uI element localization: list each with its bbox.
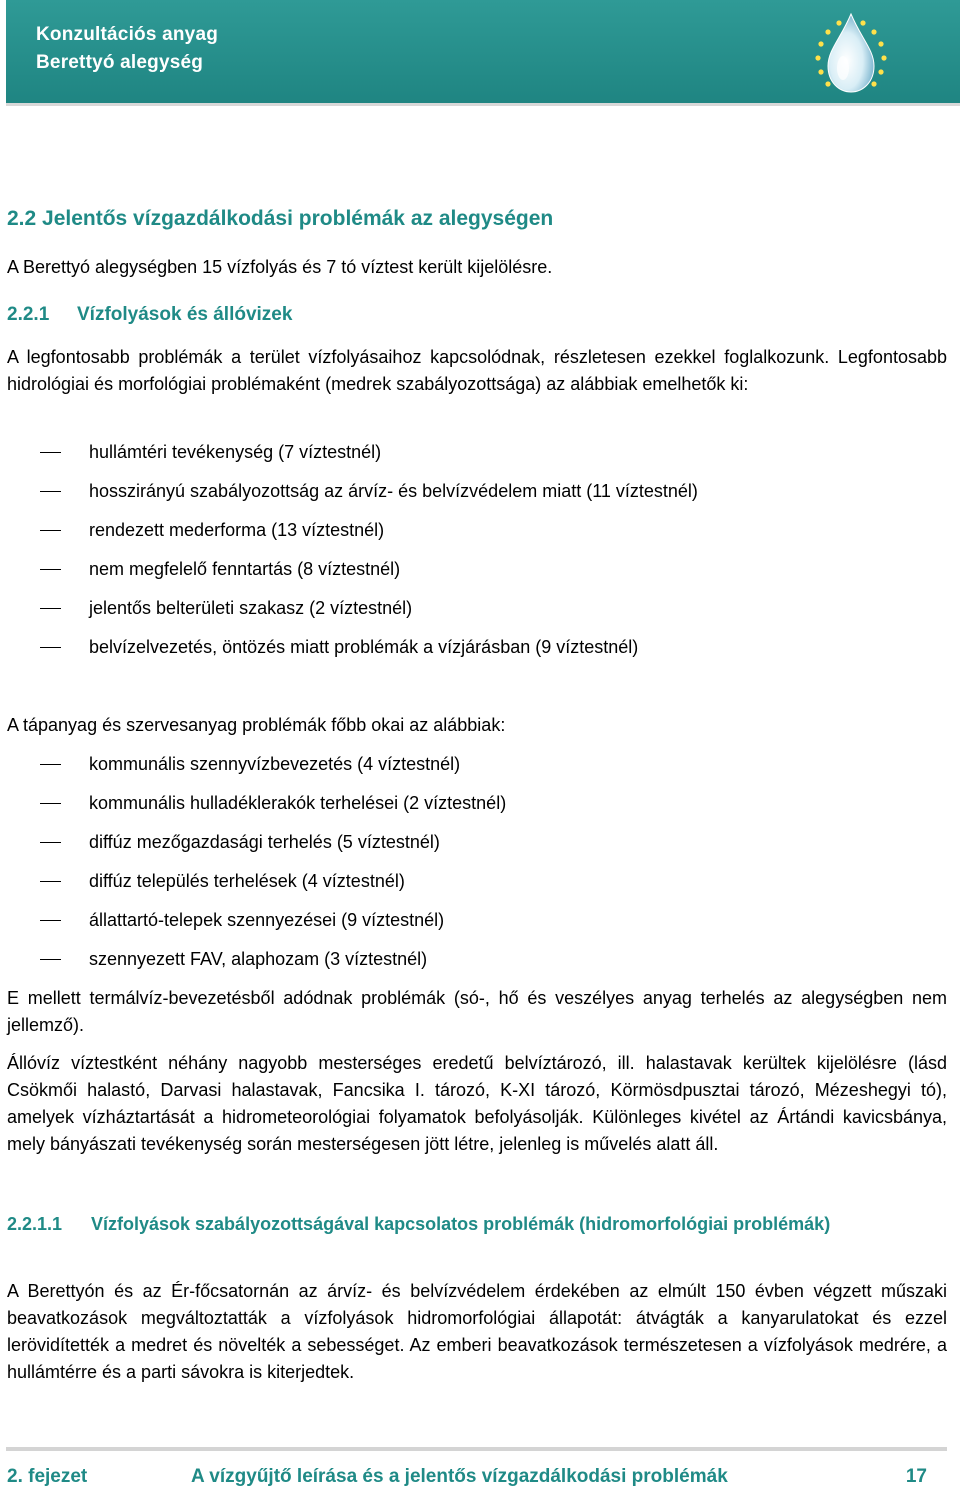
paragraph-1: A legfontosabb problémák a terület vízfolyásaihoz kapcsolódnak, részletesen ezekkel foglalkozunk. Legfontosabb hidrológiai és morfológiai problémaként (medrek szabályozottsága) az alábbiak emelhetők ki: bbox=[7, 347, 947, 394]
footer-title: A vízgyűjtő leírása és a jelentős vízgazdálkodási problémák bbox=[191, 1466, 728, 1487]
dash-bullet-icon bbox=[40, 881, 61, 882]
subsubsection-number: 2.2.1.1 bbox=[7, 1214, 63, 1234]
paragraph-5: A Berettyón és az Ér-főcsatornán az árvíz- és belvízvédelem érdekében az elmúlt 150 évben végzett műszaki beavatkozások megváltoztatták a vízfolyások hidromorfológiai állapotát: átvágták a kanyarulatokat és ezzel lerövidítették a medret és növelték a sebességet. Az emberi beavatkozások természetesen a vízfolyások medrére, a hullámtérre és a parti sávokra is kiterjedtek. bbox=[7, 1281, 947, 1382]
header-subtitle: Berettyó alegység bbox=[36, 52, 204, 73]
dash-bullet-icon bbox=[40, 569, 61, 570]
dash-bullet-icon bbox=[40, 959, 61, 960]
footer-rule bbox=[6, 1447, 947, 1451]
paragraph-3: E mellett termálvíz-bevezetésből adódnak problémák (só-, hő és veszélyes anyag terhelés az alegységben nem jellemző). bbox=[7, 988, 947, 1035]
page-number: 17 bbox=[905, 1466, 927, 1487]
dash-bullet-icon bbox=[40, 647, 61, 648]
dash-bullet-icon bbox=[40, 842, 61, 843]
dash-bullet-icon bbox=[40, 491, 61, 492]
subsubsection-title: Vízfolyások szabályozottságával kapcsolatos problémák (hidromorfológiai problémák) bbox=[91, 1214, 831, 1234]
dash-bullet-icon bbox=[40, 452, 61, 453]
subsubsection-heading bbox=[7, 1211, 947, 1238]
subsection-title: Vízfolyások és állóvizek bbox=[77, 304, 293, 325]
dash-bullet-icon bbox=[40, 920, 61, 921]
dash-bullet-icon bbox=[40, 530, 61, 531]
section-heading: 2.2 Jelentős vízgazdálkodási problémák az alegységen bbox=[7, 207, 554, 230]
dash-bullet-icon bbox=[40, 803, 61, 804]
header-title: Konzultációs anyag bbox=[36, 24, 219, 45]
dash-bullet-icon bbox=[40, 764, 61, 765]
subsection-heading bbox=[7, 304, 292, 326]
paragraph-2: A tápanyag és szervesanyag problémák főbb okai az alábbiak: bbox=[7, 715, 506, 735]
header-shadow bbox=[6, 103, 960, 106]
footer-chapter: 2. fejezet bbox=[7, 1466, 88, 1487]
subsection-number: 2.2.1 bbox=[7, 304, 50, 325]
paragraph-4: Állóvíz víztestként néhány nagyobb mesterséges eredetű belvíztározó, ill. halastavak kerültek kijelölésre (lásd Csökmői halastó, Darvasi halastavak, Fancsika I. tározó, K-XI tározó, Körmösdpusztai tározó, Mézeshegyi tó), amelyek vízháztartását a hidrometeorológiai folyamatok befolyásolják. Különleges kivétel az Ártándi kavicsbánya, mely bányászati tevékenység során mesterségesen jött létre, jelenleg is művelés alatt áll. bbox=[7, 1053, 947, 1154]
water-drop-logo-icon bbox=[808, 8, 894, 98]
dash-bullet-icon bbox=[40, 608, 61, 609]
section-intro: A Berettyó alegységben 15 vízfolyás és 7 tó víztest került kijelölésre. bbox=[7, 257, 553, 277]
